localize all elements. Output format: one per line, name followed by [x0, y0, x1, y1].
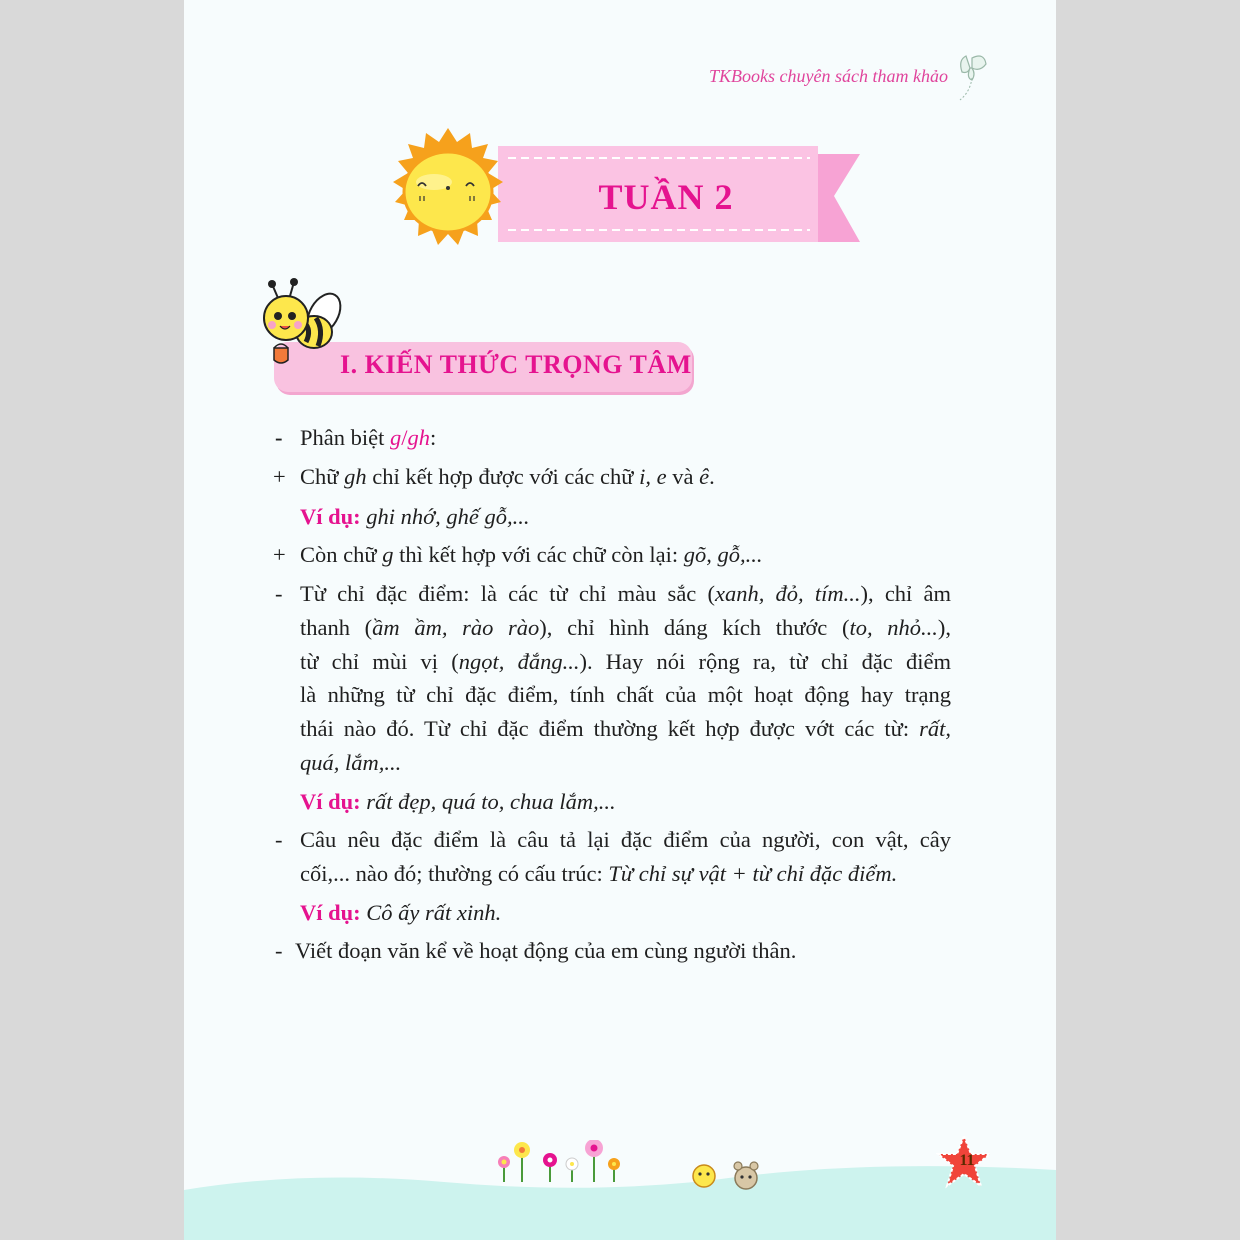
- section-title: I. KIẾN THỨC TRỌNG TÂM: [340, 350, 692, 379]
- bullet-dash: -: [275, 938, 283, 963]
- structure-formula: Từ chỉ sự vật + từ chỉ đặc điểm.: [608, 861, 898, 886]
- italic-text: xanh, đỏ, tím...: [714, 581, 861, 606]
- page-number: 11: [959, 1152, 975, 1169]
- term-g: g: [382, 542, 394, 567]
- text: ), chỉ âm: [860, 581, 951, 606]
- text: .: [709, 464, 715, 489]
- text: ), chỉ hình dáng kích thước (: [539, 615, 850, 640]
- term-gh: gh: [407, 425, 431, 450]
- text: ). Hay nói rộng ra, từ chỉ đặc điểm: [579, 649, 951, 674]
- italic-text: ngọt, đắng...: [458, 649, 580, 674]
- example-text: ghi nhớ, ghế gỗ,...: [366, 504, 530, 529]
- bullet-dash: -: [275, 827, 283, 852]
- example-line-2: [300, 789, 616, 815]
- footer-decoration: [184, 1140, 1056, 1240]
- text: và: [666, 464, 700, 489]
- flowers-icon: [498, 1140, 620, 1182]
- colon: :: [430, 425, 437, 450]
- text: thì kết hợp với các chữ còn lại:: [393, 542, 684, 567]
- line-dac-diem-1: [300, 581, 951, 607]
- examples-inline: gõ, gỗ,...: [683, 542, 763, 567]
- bullet-plus: +: [273, 542, 286, 567]
- example-label: Ví dụ:: [300, 900, 361, 925]
- italic-text: quá, lắm,...: [300, 750, 402, 775]
- term-g: g: [390, 425, 402, 450]
- example-label: Ví dụ:: [300, 504, 361, 529]
- term-gh: gh: [344, 464, 367, 489]
- smiling-sun-icon: [372, 126, 524, 258]
- text: ),: [937, 615, 951, 640]
- example-text: Cô ấy rất xinh.: [366, 900, 502, 925]
- text: Từ chỉ đặc điểm: là các từ chỉ màu sắc (: [300, 581, 715, 606]
- text: Chữ: [300, 464, 345, 489]
- text: thanh (: [300, 615, 373, 640]
- letter-e: ê: [699, 464, 710, 489]
- text: Phân biệt: [300, 425, 390, 450]
- italic-text: rất,: [919, 716, 951, 741]
- line-dac-diem-2: [300, 615, 951, 641]
- italic-text: to, nhỏ...: [849, 615, 938, 640]
- book-page: [184, 0, 1056, 1240]
- line-phan-biet: [300, 425, 436, 451]
- week-title: TUẦN 2: [598, 177, 734, 217]
- example-text: rất đẹp, quá to, chua lắm,...: [366, 789, 616, 814]
- text: Còn chữ: [300, 542, 383, 567]
- line-g-rule: [300, 542, 762, 568]
- line-dac-diem-4: là những từ chỉ đặc điểm, tính chất của một hoạt động hay trạng: [300, 682, 951, 707]
- text: chỉ kết hợp được với các chữ: [366, 464, 640, 489]
- slash: /: [401, 425, 408, 450]
- bullet-dash: -: [275, 425, 283, 450]
- example-label: Ví dụ:: [300, 789, 361, 814]
- text: từ chỉ mùi vị (: [300, 649, 459, 674]
- text: cối,... nào đó; thường có cấu trúc:: [300, 861, 609, 886]
- line-viet-doan-van: Viết đoạn văn kể về hoạt động của em cùng người thân.: [295, 938, 797, 963]
- line-cau-dac-diem-2: [300, 861, 897, 887]
- line-dac-diem-6: [300, 750, 401, 776]
- line-cau-dac-diem-1: Câu nêu đặc điểm là câu tả lại đặc điểm của người, con vật, cây: [300, 827, 951, 852]
- bee-icon: [260, 278, 350, 374]
- bullet-dash: -: [275, 581, 283, 606]
- text: thái nào đó. Từ chỉ đặc điểm thường kết hợp được vớt các từ:: [300, 716, 920, 741]
- example-line-1: [300, 504, 530, 530]
- bullet-plus: +: [273, 464, 286, 489]
- line-gh-rule: [300, 464, 715, 490]
- butterfly-icon: [954, 48, 994, 104]
- header-publisher-line: TKBooks chuyên sách tham khảo: [709, 66, 948, 86]
- letters-ie: i, e: [639, 464, 667, 489]
- line-dac-diem-3: [300, 649, 951, 675]
- line-dac-diem-5: [300, 716, 951, 742]
- example-line-3: [300, 900, 501, 926]
- italic-text: ầm ầm, rào rào: [372, 615, 540, 640]
